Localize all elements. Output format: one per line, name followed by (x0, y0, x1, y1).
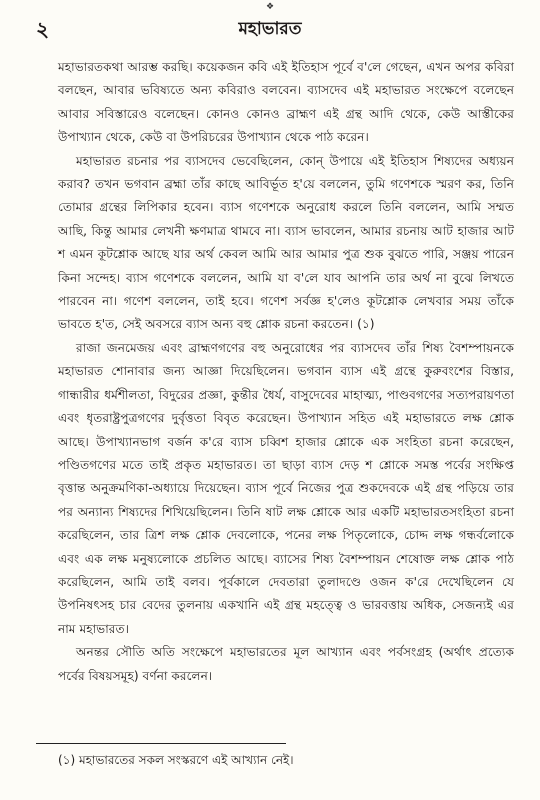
footnote-divider (36, 743, 286, 744)
page-header (0, 14, 540, 44)
page-number: ২ (36, 17, 50, 41)
ornament-icon: ❖ (265, 2, 275, 12)
paragraph-1: মহাভারতকথা আরম্ভ করছি। কয়েকজন কবি এই ইতিহাস পূর্বে ব'লে গেছেন, এখন অপর কবিরা বলছেন, আবার ভবিষ্যতে অন্য কবিরাও বলবেন। ব্যাসদেব এই মহাভারত সংক্ষেপে বলেছেন আবার সবিস্তারেও বলেছেন। কোনও কোনও ব্রাহ্মণ এই গ্রন্থ আদি থেকে, কেউ আস্তীকের উপাখ্যান থেকে, কেউ বা উপরিচরের উপাখ্যান থেকে পাঠ করেন। (58, 60, 514, 145)
footnote: (১) মহাভারতের সকল সংস্করণে এই আখ্যান নেই। (58, 753, 294, 767)
page-body (58, 56, 514, 688)
paragraph-2: মহাভারত রচনার পর ব্যাসদেব ভেবেছিলেন, কোন্ উপায়ে এই ইতিহাস শিষ্যদের অধ্যয়ন করাব? তখন ভগবান ব্রহ্মা তাঁর কাছে আবির্ভূত হ'য়ে বললেন, তুমি গণেশকে স্মরণ কর, তিনি তোমার গ্রন্থের লিপিকার হবেন। ব্যাস গণেশকে অনুরোধ করলে তিনি বললেন, আমি সম্মত আছি, কিন্তু আমার লেখনী ক্ষণমাত্র থামবে না। ব্যাস ভাবলেন, আমার রচনায় আট হাজার আট শ এমন কূটশ্লোক আছে যার অর্থ কেবল আমি আর আমার পুত্র শুক বুঝতে পারি, সঞ্জয় পারেন কিনা সন্দেহ। ব্যাস গণেশকে বললেন, আমি যা ব'লে যাব আপনি তার অর্থ না বুঝে লিখতে পারবেন না। গণেশ বললেন, তাই হবে। গণেশ সর্বজ্ঞ হ'লেও কূটশ্লোক লেখবার সময় তাঁকে ভাবতে হ'ত, সেই অবসরে ব্যাস অন্য বহু শ্লোক রচনা করতেন। (১) (58, 153, 514, 332)
paragraph-4: অনন্তর সৌতি অতি সংক্ষেপে মহাভারতের মূল আখ্যান এবং পর্বসংগ্রহ (অর্থাৎ প্রত্যেক পর্বের বিষয়সমূহ) বর্ণনা করলেন। (58, 645, 514, 683)
paragraph-3: রাজা জনমেজয় এবং ব্রাহ্মণগণের বহু অনুরোধের পর ব্যাসদেব তাঁর শিষ্য বৈশম্পায়নকে মহাভারত শোনাবার জন্য আজ্ঞা দিয়েছিলেন। ভগবান ব্যাস এই গ্রন্থে কুরুবংশের বিস্তার, গান্ধারীর ধর্মশীলতা, বিদুরের প্রজ্ঞা, কুন্তীর ধৈর্য, বাসুদেবের মাহাত্ম্য, পাণ্ডবগণের সত্যপরায়ণতা এবং ধৃতরাষ্ট্রপুত্রগণের দুর্বৃত্ততা বিবৃত করেছেন। উপাখ্যান সহিত এই মহাভারতে লক্ষ শ্লোক আছে। উপাখ্যানভাগ বর্জন ক'রে ব্যাস চব্বিশ হাজার শ্লোকে এক সংহিতা রচনা করেছেন, পণ্ডিতগণের মতে তাই প্রকৃত মহাভারত। তা ছাড়া ব্যাস দেড় শ শ্লোকে সমস্ত পর্বের সংক্ষিপ্ত বৃত্তান্ত অনুক্রমণিকা-অধ্যায়ে দিয়েছেন। ব্যাস পূর্বে নিজের পুত্র শুকদেবকে এই গ্রন্থ পড়িয়ে তার পর অন্যান্য শিষ্যদের শিখিয়েছিলেন। তিনি ষাট লক্ষ শ্লোকে আর একটি মহাভারতসংহিতা রচনা করেছিলেন, তার ত্রিশ লক্ষ শ্লোক দেবলোকে, পনের লক্ষ পিতৃলোকে, চোদ্দ লক্ষ গন্ধর্বলোকে এবং এক লক্ষ মনুষ্যলোকে প্রচলিত আছে। ব্যাসের শিষ্য বৈশম্পায়ন শেষোক্ত লক্ষ শ্লোক পাঠ করেছিলেন, আমি তাই বলব। পূর্বকালে দেবতারা তুলাদণ্ডে ওজন ক'রে দেখেছিলেন যে উপনিষৎসহ চার বেদের তুলনায় একখানি এই গ্রন্থ মহত্ত্বে ও ভারবত্তায় অধিক, সেজন্যই এর নাম মহাভারত। (58, 340, 514, 636)
running-title: মহাভারত (238, 19, 302, 39)
